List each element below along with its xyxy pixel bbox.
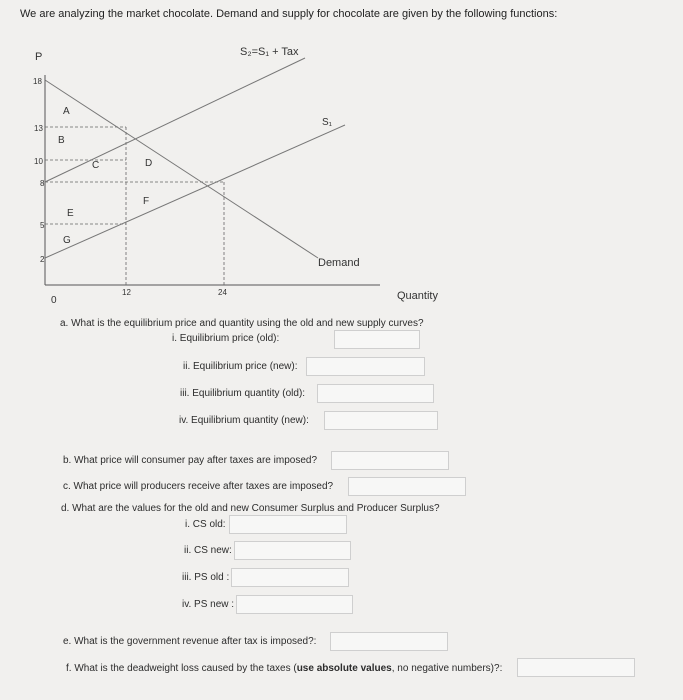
supply-label: S₁ [322,117,333,128]
question-f-prompt: f. What is the deadweight loss caused by the taxes (use absolute values, no negative numbers)?: [66,663,503,674]
y-tick-5: 5 [40,221,45,230]
eq-qty-new-input[interactable] [324,411,438,430]
region-e: E [67,208,74,219]
region-a: A [63,106,70,117]
eq-qty-new-label: iv. Equilibrium quantity (new): [179,415,309,426]
producer-price-input[interactable] [348,477,466,496]
ps-old-label: iii. PS old : [182,572,230,583]
consumer-price-input[interactable] [331,451,449,470]
x-tick-12: 12 [122,288,131,297]
cs-old-input[interactable] [229,515,347,534]
question-d-prompt: d. What are the values for the old and new Consumer Surplus and Producer Surplus? [61,503,440,514]
y-tick-8: 8 [40,179,45,188]
y-tick-2: 2 [40,255,45,264]
ps-new-input[interactable] [236,595,353,614]
supply-demand-chart [0,0,683,310]
cs-new-label: ii. CS new: [184,545,232,556]
eq-price-new-label: ii. Equilibrium price (new): [183,361,298,372]
region-g: G [63,235,71,246]
x-axis-label: Quantity [397,290,438,302]
eq-qty-old-input[interactable] [317,384,434,403]
ps-old-input[interactable] [231,568,349,587]
y-tick-10: 10 [34,157,43,166]
supply-tax-curve [45,58,305,182]
eq-price-new-input[interactable] [306,357,425,376]
deadweight-loss-input[interactable] [517,658,635,677]
region-c: C [92,160,100,171]
ps-new-label: iv. PS new : [182,599,235,610]
region-b: B [58,135,65,146]
region-d: D [145,158,153,169]
origin-label: 0 [51,295,57,306]
eq-qty-old-label: iii. Equilibrium quantity (old): [180,388,306,399]
question-c-prompt: c. What price will producers receive after taxes are imposed? [63,481,334,492]
question-b-prompt: b. What price will consumer pay after taxes are imposed? [63,455,317,466]
eq-price-old-input[interactable] [334,330,420,349]
supply-tax-label: S₂=S₁ + Tax [240,46,299,58]
y-axis-label: P [35,51,43,63]
problem-intro: We are analyzing the market chocolate. Demand and supply for chocolate are given by the following functions: [20,8,558,20]
question-f-emphasis: use absolute values [296,663,392,674]
y-tick-18: 18 [33,77,42,86]
demand-label: Demand [318,257,360,269]
demand-curve [45,80,318,258]
region-f: F [143,196,150,207]
supply-curve [45,125,345,258]
question-e-prompt: e. What is the government revenue after tax is imposed?: [63,636,317,647]
cs-old-label: i. CS old: [185,519,226,530]
y-tick-13: 13 [34,124,43,133]
eq-price-old-label: i. Equilibrium price (old): [172,333,280,344]
x-tick-24: 24 [218,288,227,297]
cs-new-input[interactable] [234,541,351,560]
question-a-prompt: a. What is the equilibrium price and quantity using the old and new supply curves? [60,318,424,329]
gov-revenue-input[interactable] [330,632,448,651]
